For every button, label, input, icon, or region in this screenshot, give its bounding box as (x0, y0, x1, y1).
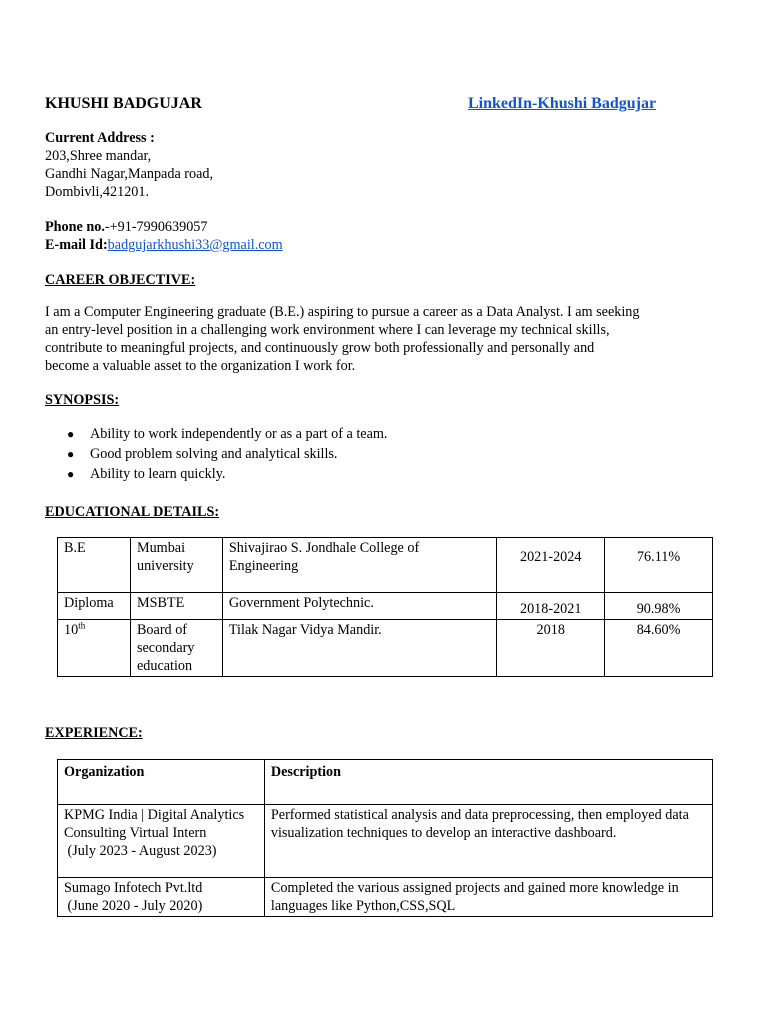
table-row (58, 538, 713, 593)
address-line-1: 203,Shree mandar, (45, 148, 152, 164)
email-line (45, 236, 283, 254)
organization-cell: Sumago Infotech Pvt.ltd (June 2020 - July 2020) (58, 878, 265, 917)
career-objective-heading: CAREER OBJECTIVE: (45, 272, 196, 288)
organization-header: Organization (58, 760, 265, 805)
education-heading: EDUCATIONAL DETAILS: (45, 504, 220, 520)
address-line-3: Dombivli,421201. (45, 184, 150, 200)
score-cell: 76.11% (605, 538, 713, 593)
career-line-4: become a valuable asset to the organization I work for. (45, 358, 356, 374)
board-cell: Mumbai university (130, 538, 222, 593)
linkedin-link[interactable]: LinkedIn-Khushi Badgujar (468, 95, 657, 112)
list-item: ● Ability to work independently or as a part of a team. (67, 426, 388, 442)
degree-cell: B.E (58, 538, 131, 593)
contact-block (45, 218, 283, 254)
degree-cell: 10th (58, 620, 131, 677)
synopsis-list (45, 424, 387, 484)
bullet-icon: ● (67, 467, 75, 481)
experience-heading: EXPERIENCE: (45, 725, 143, 741)
bullet-icon: ● (67, 427, 75, 441)
candidate-name: KHUSHI BADGUJAR (45, 95, 202, 112)
years-cell: 2018 (497, 620, 605, 677)
years-cell: 2018-2021 (497, 593, 605, 620)
board-cell: MSBTE (130, 593, 222, 620)
table-row (58, 878, 713, 917)
address-label: Current Address : (45, 130, 155, 146)
description-cell: Completed the various assigned projects and gained more knowledge in languages like Python,CSS,SQL (264, 878, 712, 917)
email-label: E-mail Id: (45, 237, 108, 253)
years-cell: 2021-2024 (497, 538, 605, 593)
table-row (58, 593, 713, 620)
institute-cell: Government Polytechnic. (222, 593, 496, 620)
description-cell: Performed statistical analysis and data preprocessing, then employed data visualization techniques to develop an interactive dashboard. (264, 805, 712, 878)
bullet-icon: ● (67, 447, 75, 461)
list-item: ● Good problem solving and analytical skills. (67, 446, 338, 462)
phone-value: -+91-7990639057 (104, 219, 208, 235)
board-cell: Board of secondary education (130, 620, 222, 677)
score-cell: 84.60% (605, 620, 713, 677)
list-item: ● Ability to learn quickly. (67, 466, 226, 482)
organization-cell: KPMG India | Digital Analytics Consulting Virtual Intern (July 2023 - August 2023) (58, 805, 265, 878)
email-link[interactable]: badgujarkhushi33@gmail.com (107, 237, 283, 253)
address-block (45, 129, 213, 201)
description-header: Description (264, 760, 712, 805)
score-cell: 90.98% (605, 593, 713, 620)
career-objective-text (45, 303, 695, 375)
table-row (58, 760, 713, 805)
career-line-1: I am a Computer Engineering graduate (B.E.) aspiring to pursue a career as a Data Analyst. I am seeking (45, 304, 640, 320)
table-row (58, 620, 713, 677)
education-table (57, 537, 713, 677)
degree-cell: Diploma (58, 593, 131, 620)
address-line-2: Gandhi Nagar,Manpada road, (45, 166, 214, 182)
career-line-2: an entry-level position in a challenging work environment where I can leverage my technical skills, (45, 322, 610, 338)
phone-label: Phone no. (45, 219, 105, 235)
institute-cell: Shivajirao S. Jondhale College of Engineering (222, 538, 496, 593)
table-row (58, 805, 713, 878)
institute-cell: Tilak Nagar Vidya Mandir. (222, 620, 496, 677)
phone-line (45, 218, 283, 236)
experience-table (57, 759, 713, 917)
career-line-3: contribute to meaningful projects, and continuously grow both professionally and personally and (45, 340, 595, 356)
synopsis-heading: SYNOPSIS: (45, 392, 120, 408)
